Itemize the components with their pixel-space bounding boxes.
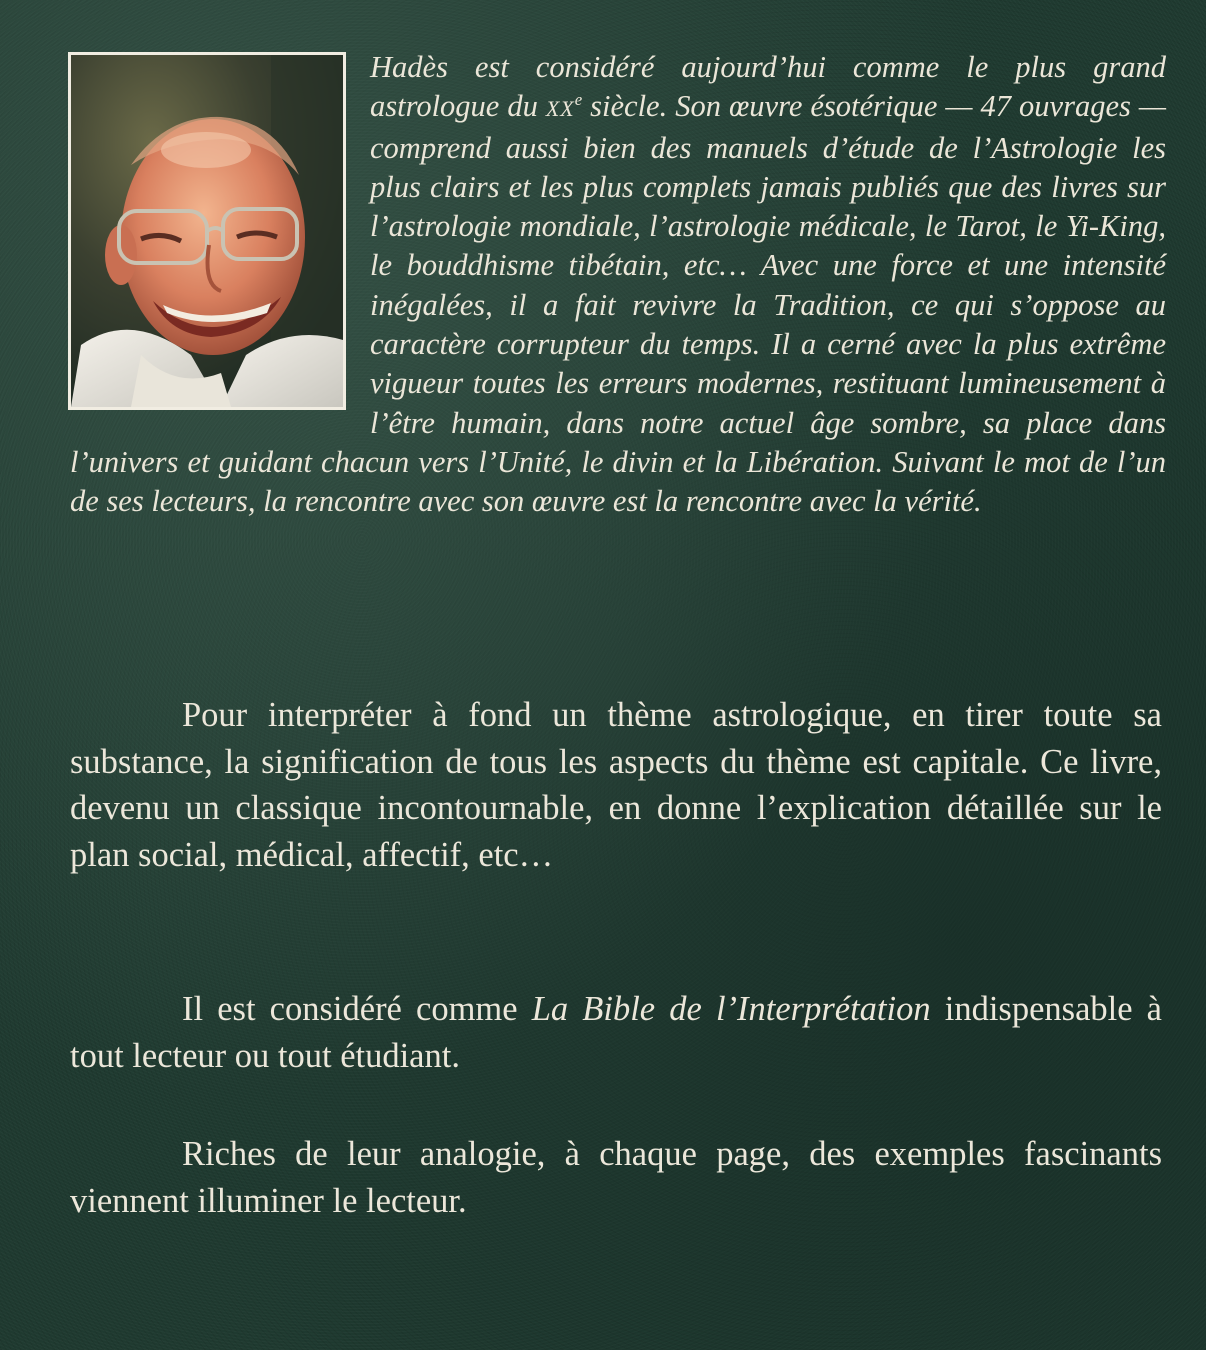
century-numeral: XX (545, 96, 575, 122)
paragraph-2-end: indispensable à tout lecteur ou tout étudiant. (70, 990, 1162, 1075)
book-title-reference: La Bible de l’Interprétation (531, 990, 931, 1028)
description-paragraph-2 (70, 986, 1162, 1079)
century-superscript: e (574, 90, 583, 110)
photo-spacer (70, 48, 370, 432)
description-paragraph-3: Riches de leur analogie, à chaque page, des exemples fascinants viennent illuminer le lecteur. (70, 1135, 1162, 1220)
bio-text-rest: siècle. Son œuvre ésotérique — 47 ouvrages — comprend aussi bien des manuels d’étude de l’Astrologie les plus clairs et les plus complets jamais publiés que des livres sur l’astrologie mondiale, l’astrologie médicale, le Tarot, le Yi-King, le bouddhisme tibétain, etc… Avec une force et une intensité inégalées, il a fait revivre la Tradition, ce qui s’oppose au caractère corrupteur du temps. Il a cerné avec la plus extrême vigueur toutes les erreurs modernes, restituant lumineusement à l’être humain, dans notre actuel âge sombre, sa place dans l’univers et guidant chacun vers l’Unité, le divin et la Libération. Suivant le mot de l’un de ses lecteurs, la rencontre avec son œuvre est la rencontre avec la vérité. (70, 89, 1167, 519)
paragraph-2-start: Il est considéré comme (182, 990, 532, 1028)
description-paragraph-1: Pour interpréter à fond un thème astrologique, en tirer toute sa substance, la signification de tous les aspects du thème est capitale. Ce livre, devenu un classique incontournable, en donne l’explication détaillée sur le plan social, médical, affectif, etc… (70, 696, 1162, 874)
bio-text-start: Hadès est considéré aujourd’hui comme le plus grand astrologue du (370, 50, 1166, 124)
author-biography (70, 48, 1166, 522)
